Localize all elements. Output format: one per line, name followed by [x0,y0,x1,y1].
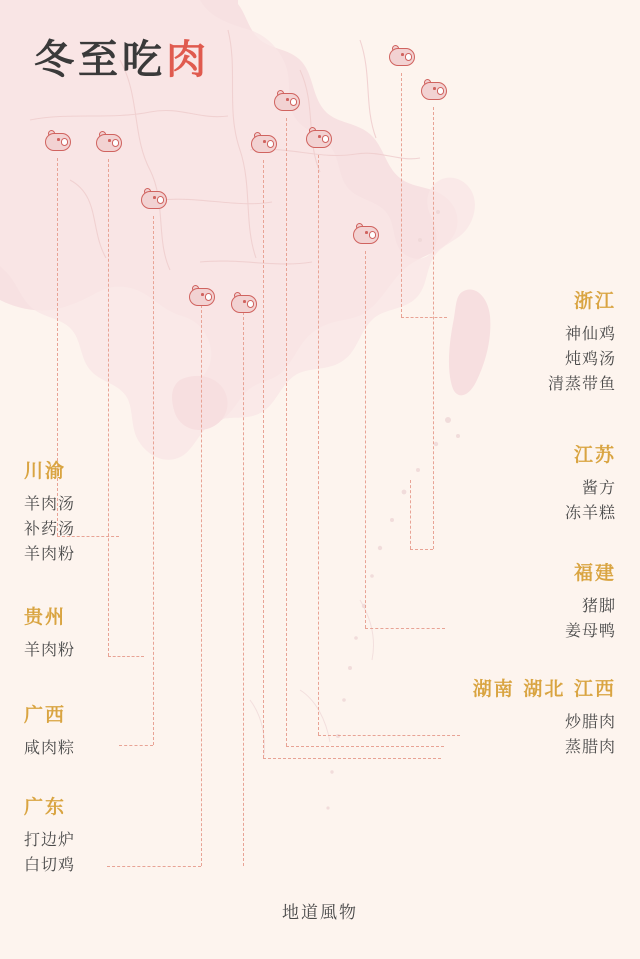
province-name: 湖南 湖北 江西 [472,678,616,700]
province-name: 广西 [24,704,67,726]
leader-line-guangxi [153,216,154,745]
pig-snout-icon [405,53,412,61]
dish-item: 白切鸡 [24,854,76,874]
dish-item: 蒸腊肉 [564,736,616,756]
dish-item: 清蒸带鱼 [547,373,616,393]
dish-item: 羊肉汤 [24,494,76,513]
dish-item: 羊肉粉 [24,640,76,659]
leader-line-hunan-h [263,758,441,759]
dish-item: 姜母鸭 [564,620,616,640]
pig-eye-icon [263,140,266,143]
pig-eye-icon [401,53,404,56]
pig-snout-icon [247,300,254,308]
leader-line-guangxi-h [119,745,153,746]
province-name: 川渝 [24,460,67,482]
pig-eye-icon [243,300,246,303]
leader-line-zhejiang-h [401,317,447,318]
pig-marker-1[interactable] [45,133,71,151]
page-title [34,28,210,85]
pig-snout-icon [369,231,376,239]
leader-line-guizhou [108,159,109,656]
label-block-jiangsu [565,440,616,526]
pig-marker-3[interactable] [141,191,167,209]
pig-marker-8[interactable] [306,130,332,148]
province-name: 广东 [24,796,67,818]
dish-item: 炖鸡汤 [564,348,616,368]
pig-eye-icon [318,135,321,138]
title-highlight: 肉 [166,37,210,83]
leader-line-guangdong-h [107,866,201,867]
pig-snout-icon [322,135,329,143]
pig-eye-icon [57,138,60,141]
title-text: 冬至吃 [34,37,166,83]
leader-line-jiangsu [433,107,434,549]
label-block-hunan-hubei-jiangxi [473,674,616,760]
dish-item: 咸肉粽 [24,738,76,757]
dish-item: 打边炉 [24,830,76,849]
pig-snout-icon [157,196,164,204]
leader-line-jiangxi [318,155,319,735]
dish-item: 神仙鸡 [564,324,616,343]
label-block-guangdong [24,792,75,878]
province-name: 福建 [573,562,616,584]
label-block-guizhou [24,602,75,663]
pig-snout-icon [267,140,274,148]
pig-snout-icon [61,138,68,146]
leader-line-zhejiang [401,73,402,317]
leader-line-fujian-h [365,628,445,629]
label-block-zhejiang [548,286,616,396]
leader-line-hunan [263,160,264,758]
dish-item: 炒腊肉 [564,712,616,731]
pig-marker-5[interactable] [231,295,257,313]
pig-eye-icon [365,231,368,234]
province-name: 江苏 [573,444,616,466]
leader-line-guizhou-h [108,656,144,657]
leader-line-jiangxi-h [318,735,460,736]
leader-line-hubei-h [286,746,444,747]
leader-line-jiangsu-h [410,549,433,550]
dish-item: 酱方 [581,478,616,497]
pig-marker-6[interactable] [251,135,277,153]
pig-snout-icon [290,98,297,106]
dish-item: 羊肉粉 [24,543,76,563]
pig-eye-icon [108,139,111,142]
pig-snout-icon [112,139,119,147]
dish-item: 冻羊糕 [564,502,616,522]
leader-line-guangdong [201,305,202,866]
pig-marker-7[interactable] [274,93,300,111]
pig-snout-icon [205,293,212,301]
label-block-guangxi [24,700,75,761]
pig-eye-icon [201,293,204,296]
pig-eye-icon [286,98,289,101]
footer-credit: 地道風物 [282,903,358,923]
leader-line-guangdong2 [243,312,244,866]
province-name: 浙江 [573,290,616,312]
dish-item: 猪脚 [581,596,616,615]
pig-eye-icon [153,196,156,199]
label-block-chuanyu [24,456,75,566]
leader-line-jiangsu2 [410,480,411,549]
leader-line-hubei [286,118,287,746]
pig-marker-2[interactable] [96,134,122,152]
pig-marker-11[interactable] [421,82,447,100]
label-block-fujian [565,558,616,644]
pig-marker-4[interactable] [189,288,215,306]
province-name: 贵州 [24,606,67,628]
pig-marker-10[interactable] [389,48,415,66]
pig-marker-9[interactable] [353,226,379,244]
leader-line-fujian [365,251,366,628]
dish-item: 补药汤 [24,518,76,538]
pig-snout-icon [437,87,444,95]
pig-eye-icon [433,87,436,90]
